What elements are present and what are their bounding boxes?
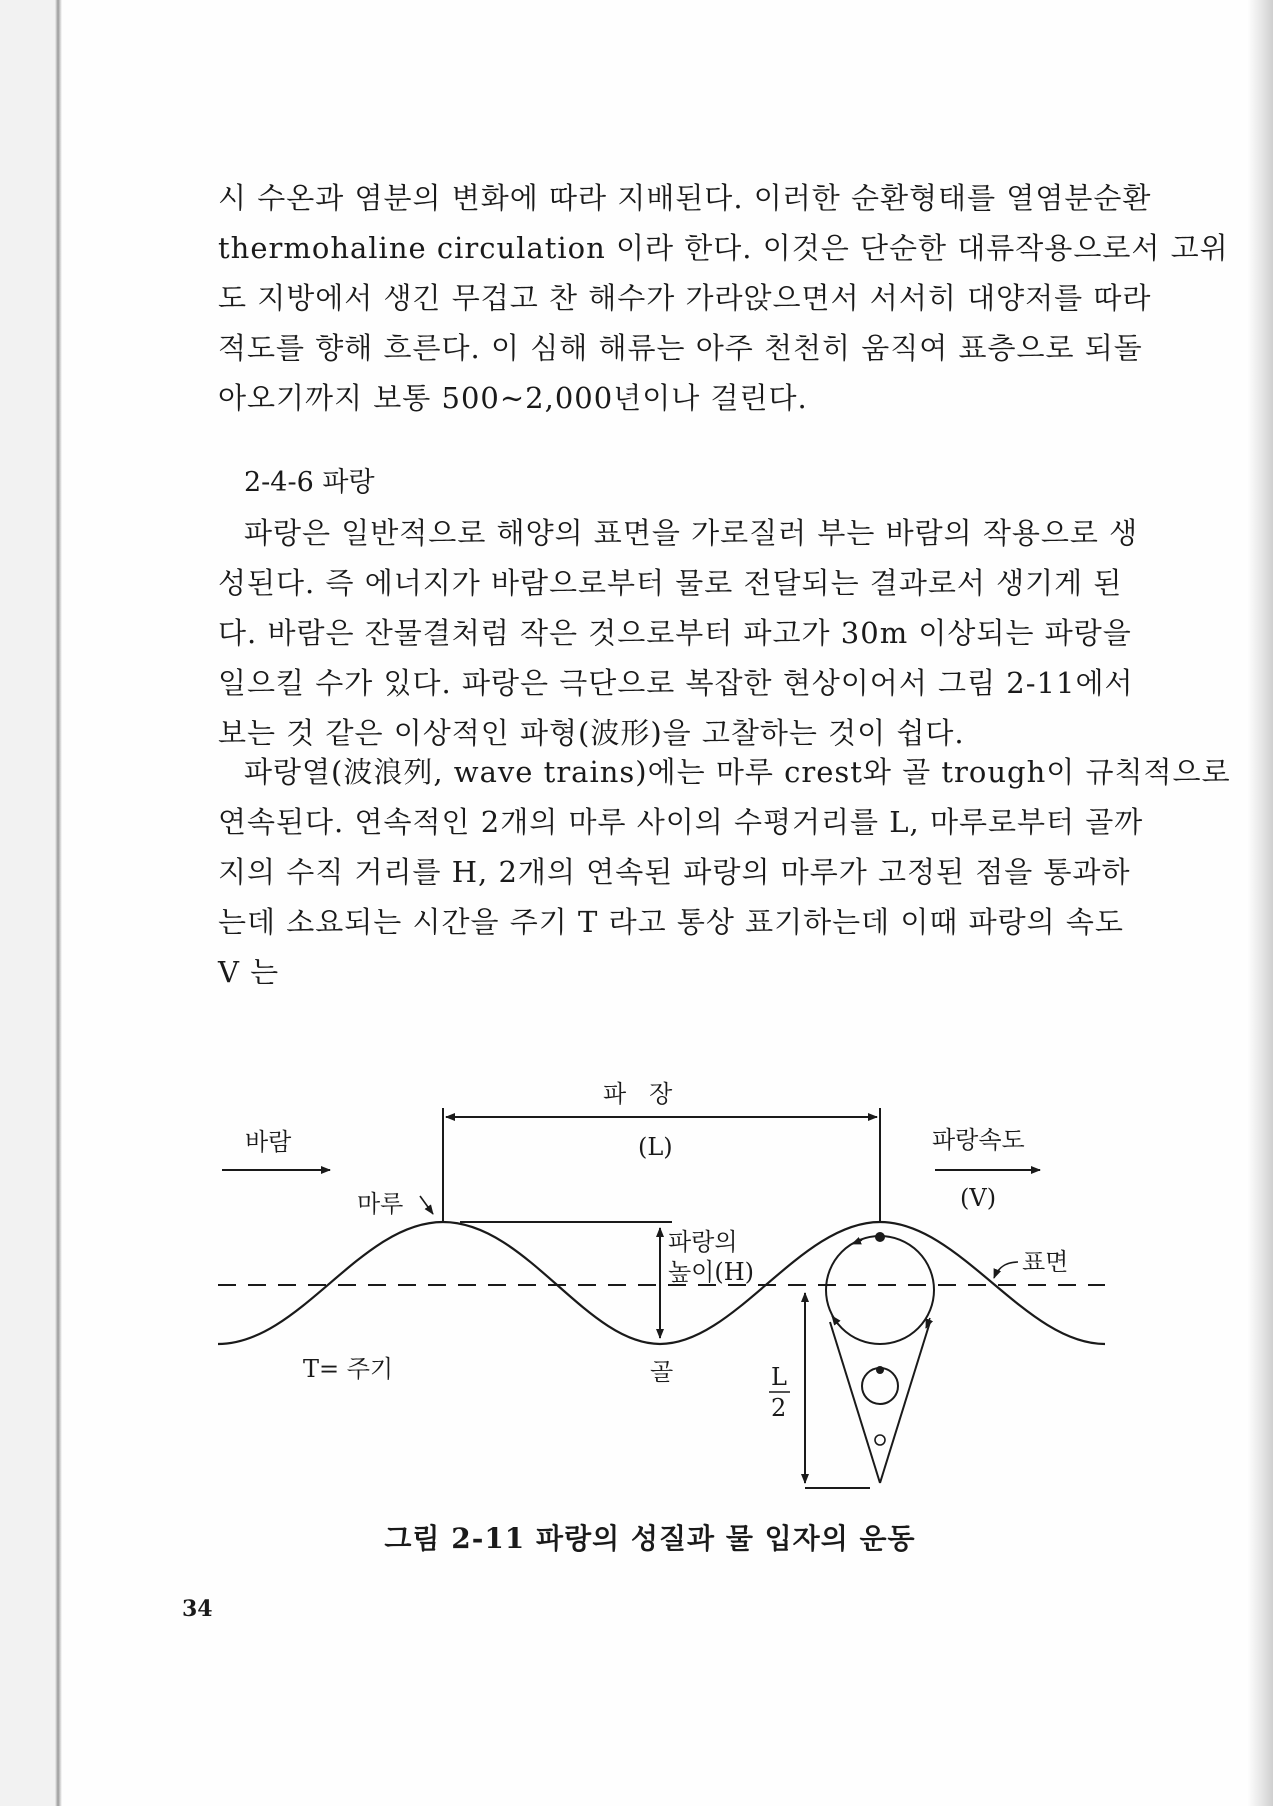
figure-caption: 그림 2-11 파랑의 성질과 물 입자의 운동 [384,1522,916,1555]
wave-height-label-line1: 파랑의 [668,1228,738,1256]
page-number: 34 [182,1596,213,1622]
text-line: 일으킬 수가 있다. 파랑은 극단으로 복잡한 현상이어서 그림 2-11에서 [218,666,1134,700]
period-label: T= 주기 [303,1355,394,1383]
text-line: 연속된다. 연속적인 2개의 마루 사이의 수평거리를 L, 마루로부터 골까 [218,805,1144,839]
water-particle-surface [875,1232,885,1242]
trough-label: 골 [650,1358,674,1386]
text-line: 도 지방에서 생긴 무겁고 찬 해수가 가라앉으면서 서서히 대양저를 따라 [218,281,1152,315]
text-line: 시 수온과 염분의 변화에 따라 지배된다. 이러한 순환형태를 열염분순환 [218,181,1152,215]
text-line: 다. 바람은 잔물결처럼 작은 것으로부터 파고가 30m 이상되는 파랑을 [218,616,1132,650]
wave-profile [218,1222,1105,1344]
crest-pointer [420,1196,433,1214]
orbit-surface [826,1236,934,1344]
text-line: 보는 것 같은 이상적인 파형(波形)을 고찰하는 것이 쉽다. [218,716,965,750]
surface-label: 표면 [1022,1248,1069,1276]
text-line: 파랑은 일반적으로 해양의 표면을 가로질러 부는 바람의 작용으로 생 [244,516,1139,550]
text-line: V 는 [218,955,280,989]
wave-speed-label: 파랑속도 [932,1126,1025,1154]
text-line: 성된다. 즉 에너지가 바람으로부터 물로 전달되는 결과로서 생기게 된 [218,566,1123,600]
half-wavelength-denominator: 2 [771,1394,787,1422]
orbit-deep [875,1435,885,1445]
wind-label: 바람 [245,1128,292,1156]
text-line: thermohaline circulation 이라 한다. 이것은 단순한 대류작용으로서 고위 [218,231,1229,265]
wavelength-label: 파 장 [603,1080,673,1108]
orbit-direction-arrow [832,1316,838,1324]
text-line: 아오기까지 보통 500∼2,000년이나 걸린다. [218,381,808,415]
text-line: 지의 수직 거리를 H, 2개의 연속된 파랑의 마루가 고정된 점을 통과하 [218,855,1131,889]
text-line: 는데 소요되는 시간을 주기 T 라고 통상 표기하는데 이때 파랑의 속도 [218,905,1124,939]
wave-speed-symbol: (V) [960,1184,997,1212]
surface-pointer [994,1262,1018,1278]
crest-label: 마루 [357,1190,404,1218]
section-heading: 2-4-6 파랑 [244,467,375,498]
wavelength-symbol: (L) [638,1133,673,1161]
half-wavelength-numerator: L [771,1363,787,1391]
text-line: 적도를 향해 흐른다. 이 심해 해류는 아주 천천히 움직여 표층으로 되돌 [218,331,1143,365]
water-particle-middle [876,1366,884,1374]
text-line: 파랑열(波浪列, wave trains)에는 마루 crest와 골 trough이 규칙적으로 [244,755,1231,789]
wave-height-label-line2: 높이(H) [668,1258,755,1286]
